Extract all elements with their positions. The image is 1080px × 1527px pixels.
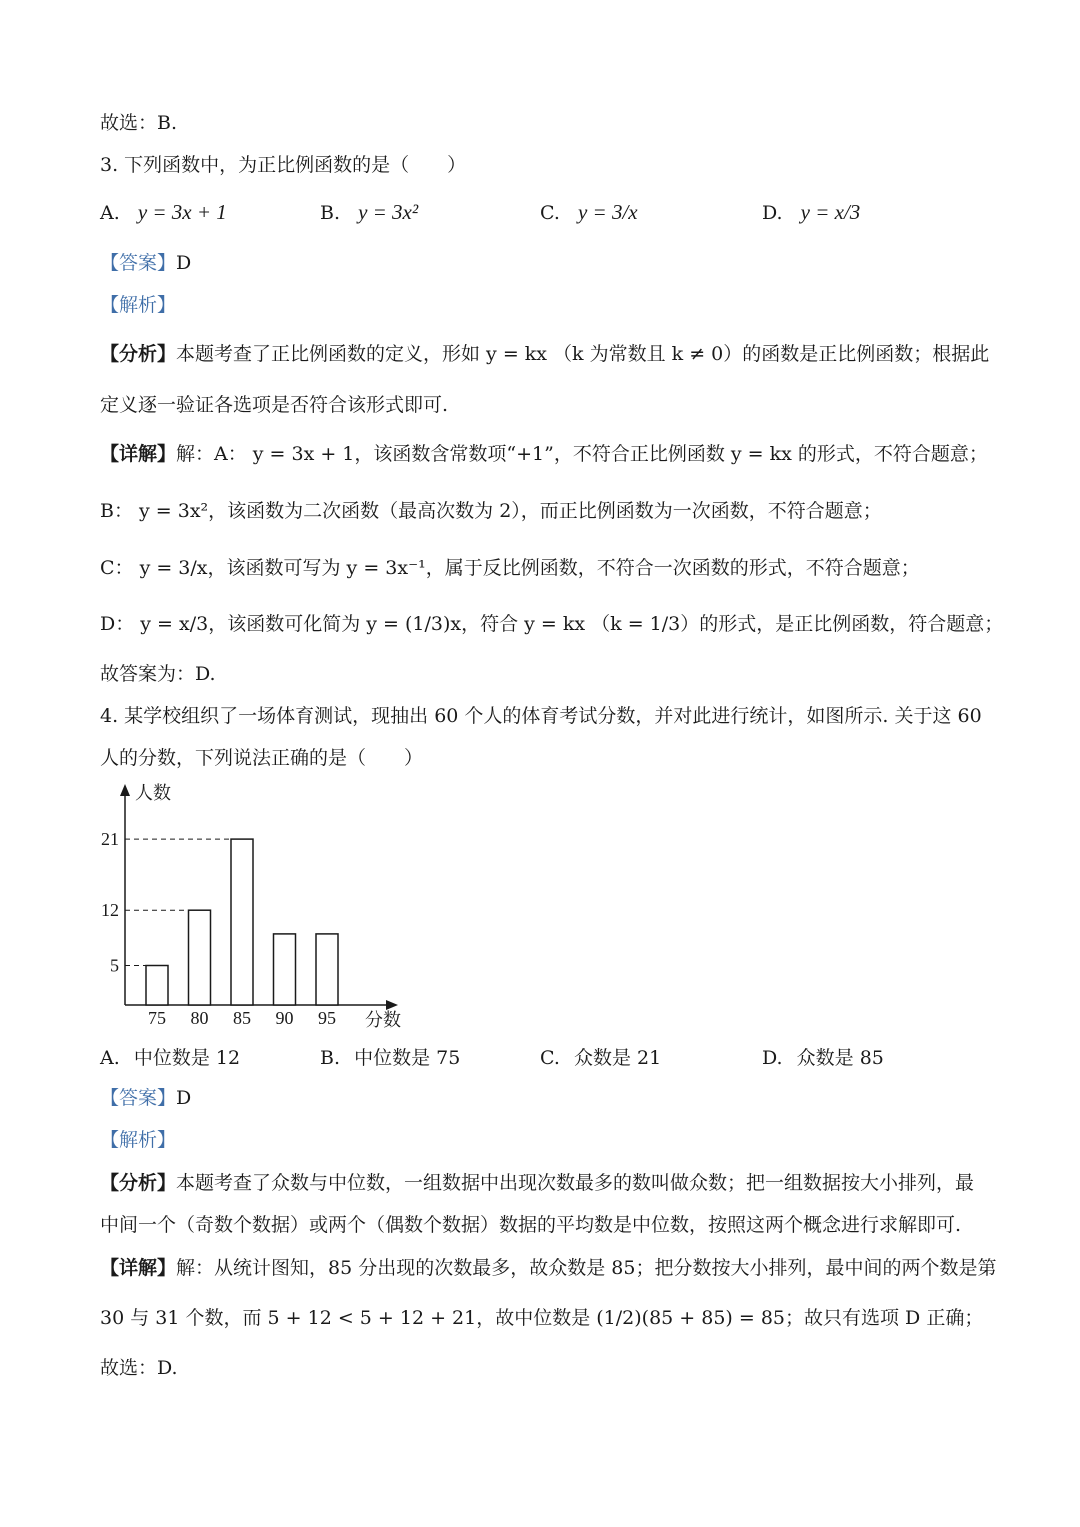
y-tick-label: 12: [101, 900, 119, 921]
q3-option-b: [320, 200, 418, 225]
q3-analysis-tag: 【解析】: [100, 294, 177, 316]
q4-detail-line1: [100, 1256, 996, 1280]
option-expr: y = 3x²: [358, 200, 419, 224]
q4-fenxi-line1: [100, 1171, 974, 1195]
x-tick-label: 95: [318, 1008, 336, 1028]
y-tick-label: 21: [101, 829, 119, 850]
q4-option-b: [320, 1043, 460, 1070]
x-tick-label: 90: [275, 1008, 294, 1028]
answer-tag: 【答案】: [100, 252, 177, 274]
fenxi-text: 本题考查了众数与中位数，一组数据中出现次数最多的数叫做众数；把一组数据按大小排列，最: [176, 1172, 975, 1194]
q3-conclusion: 故答案为：D.: [100, 663, 216, 685]
answer-tag: 【答案】: [100, 1087, 177, 1109]
fenxi-tag: 【分析】: [100, 343, 177, 365]
answer-value: D: [176, 1087, 192, 1109]
option-text: 中位数是 75: [354, 1047, 461, 1069]
q4-conclusion: 故选：D.: [100, 1357, 178, 1379]
q3-fenxi-line1: [100, 342, 989, 366]
option-label: C.: [540, 202, 560, 224]
score-bar-chart: [90, 778, 420, 1038]
answer-value: D: [176, 252, 192, 274]
y-axis-label: 人数: [135, 783, 171, 804]
q4-detail-line2: 30 与 31 个数，而 5 + 12 < 5 + 12 + 21，故中位数是 (1/2)(85 + 85) = 85；故只有选项 D 正确；: [100, 1307, 984, 1329]
q4-analysis-tag: 【解析】: [100, 1129, 177, 1151]
option-label: C.: [540, 1047, 560, 1069]
q3-detail-b: B： y = 3x²，该函数为二次函数（最高次数为 2），而正比例函数为一次函数，不符合题意；: [100, 500, 882, 522]
option-label: D.: [762, 202, 783, 224]
q4-stem-line1: 4. 某学校组织了一场体育测试，现抽出 60 个人的体育考试分数，并对此进行统计，如图所示. 关于这 60: [100, 705, 982, 727]
option-expr: y = 3/x: [577, 200, 638, 224]
option-label: D.: [762, 1047, 783, 1069]
bar: [274, 934, 296, 1005]
option-label: B.: [320, 1047, 341, 1069]
x-axis-label: 分数: [365, 1010, 401, 1031]
x-tick-label: 85: [233, 1008, 251, 1028]
prev-conclusion: 故选：B.: [100, 112, 178, 134]
q4-answer: [100, 1086, 191, 1110]
option-label: A.: [100, 202, 120, 224]
x-tick-label: 75: [148, 1008, 166, 1028]
detail-text: 解：从统计图知，85 分出现的次数最多，故众数是 85；把分数按大小排列，最中间的两个数是第: [176, 1257, 997, 1279]
bar: [316, 934, 338, 1005]
q3-option-d: [762, 200, 860, 225]
q3-detail-d: D： y = x/3，该函数可化简为 y = (1/3)x，符合 y = kx （k = 1/3）的形式，是正比例函数，符合题意；: [100, 613, 1004, 635]
option-label: B.: [320, 202, 341, 224]
q3-option-c: [540, 200, 638, 225]
q4-option-c: [540, 1043, 661, 1070]
detail-tag: 【详解】: [100, 1257, 177, 1279]
option-text: 中位数是 12: [133, 1047, 241, 1069]
bar: [231, 839, 253, 1005]
fenxi-text: 本题考查了正比例函数的定义，形如 y = kx （k 为常数且 k ≠ 0）的函数是正比例函数；根据此: [176, 343, 990, 365]
option-expr: y = 3x + 1: [137, 200, 227, 224]
q4-fenxi-line2: 中间一个（奇数个数据）或两个（偶数个数据）数据的平均数是中位数，按照这两个概念进行求解即可.: [100, 1214, 962, 1236]
detail-text: 解：A： y = 3x + 1，该函数含常数项“+1”，不符合正比例函数 y = kx 的形式，不符合题意；: [176, 443, 988, 465]
detail-tag: 【详解】: [100, 443, 177, 465]
q3-stem: 3. 下列函数中，为正比例函数的是（ ）: [100, 154, 467, 176]
q4-option-a: [100, 1043, 240, 1070]
option-expr: y = x/3: [800, 200, 861, 224]
q3-detail-c: C： y = 3/x，该函数可写为 y = 3x⁻¹，属于反比例函数，不符合一次函数的形式，不符合题意；: [100, 557, 920, 579]
q4-stem-line2: 人的分数，下列说法正确的是（ ）: [100, 747, 424, 769]
bar: [146, 966, 168, 1006]
option-text: 众数是 21: [573, 1047, 662, 1069]
x-tick-label: 80: [190, 1008, 209, 1028]
y-tick-label: 5: [110, 955, 119, 976]
q3-answer: [100, 251, 191, 275]
q3-option-a: [100, 200, 227, 225]
q4-option-d: [762, 1043, 884, 1070]
bar: [189, 910, 211, 1005]
q3-fenxi-line2: 定义逐一验证各选项是否符合该形式即可.: [100, 394, 449, 416]
fenxi-tag: 【分析】: [100, 1172, 177, 1194]
y-axis-arrow: [120, 784, 130, 796]
option-text: 众数是 85: [796, 1047, 884, 1069]
q3-detail-a: [100, 442, 988, 466]
x-axis-arrow: [386, 1000, 398, 1010]
option-label: A.: [100, 1047, 120, 1069]
